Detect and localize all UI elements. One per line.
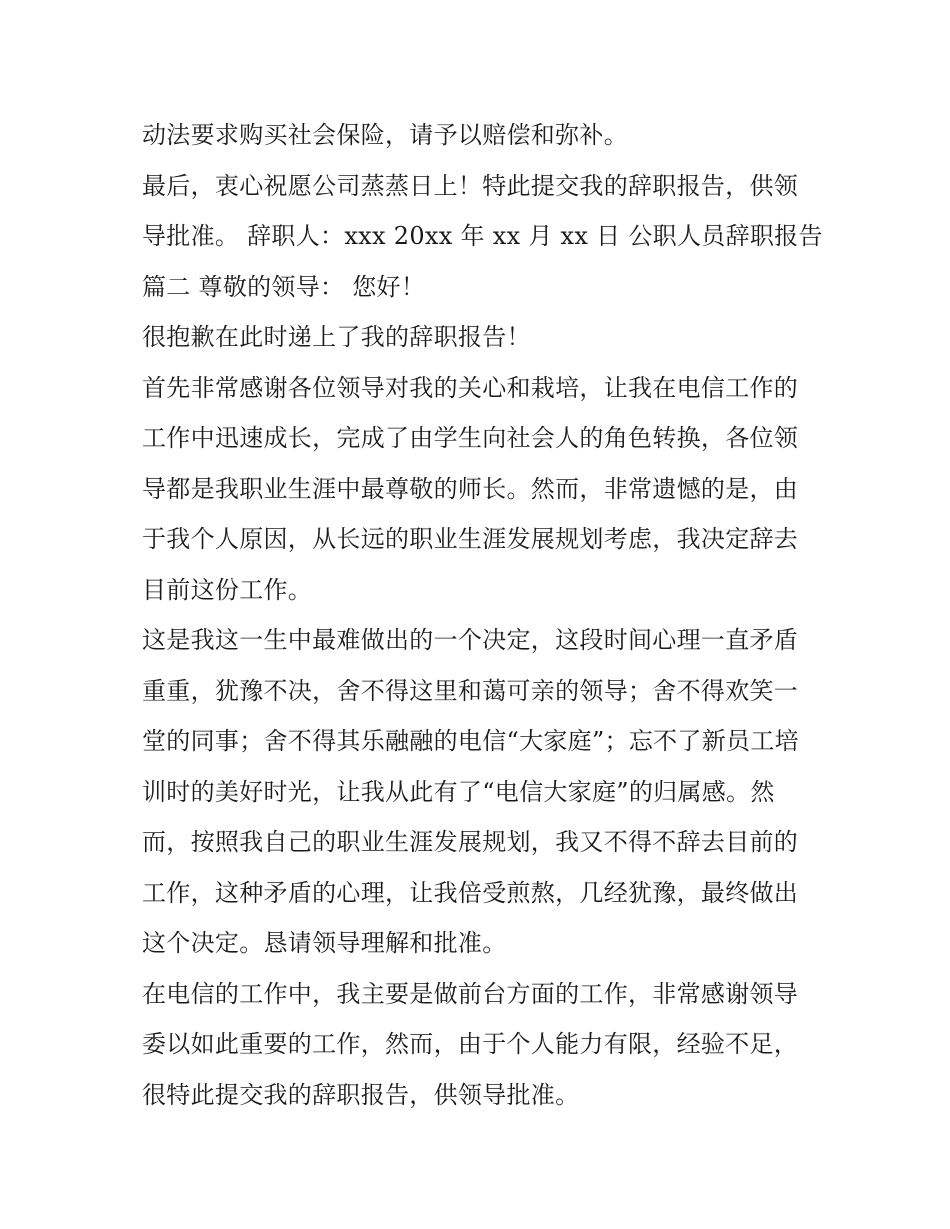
text-line-5: 很抱歉在此时递上了我的辞职报告！: [142, 323, 531, 351]
text-line-19: 委以如此重要的工作，然而，由于个人能力有限，经验不足，: [142, 1030, 799, 1058]
text-line-12: 重重，犹豫不决，舍不得这里和蔼可亲的领导；舍不得欢笑一: [142, 676, 799, 705]
text-line-13: 堂的同事；舍不得其乐融融的电信“大家庭”；忘不了新员工培: [142, 727, 799, 755]
text-line-11: 这是我这一生中最难做出的一个决定，这段时间心理一直矛盾: [142, 626, 799, 654]
text-line-10: 目前这份工作。: [142, 575, 313, 604]
text-line-6: 首先非常感谢各位领导对我的关心和栽培，让我在电信工作的: [142, 373, 799, 402]
document-body: [142, 110, 832, 1120]
text-line-18: 在电信的工作中，我主要是做前台方面的工作，非常感谢领导: [142, 979, 799, 1008]
text-line-4: 篇二 尊敬的领导： 您好！: [142, 272, 426, 301]
text-line-15: 而，按照我自己的职业生涯发展规划，我又不得不辞去目前的: [142, 828, 799, 856]
text-line-8: 导都是我职业生涯中最尊敬的师长。然而，非常遗憾的是，由: [142, 474, 799, 503]
text-line-20: 很特此提交我的辞职报告，供领导批准。: [142, 1080, 580, 1109]
text-line-17: 这个决定。恳请领导理解和批准。: [142, 929, 507, 957]
text-line-1: 动法要求购买社会保险，请予以赔偿和弥补。: [142, 121, 628, 149]
text-line-7: 工作中迅速成长，完成了由学生向社会人的角色转换，各位领: [142, 424, 799, 452]
text-line-14: 训时的美好时光，让我从此有了“电信大家庭”的归属感。然: [142, 777, 775, 806]
text-line-2: 最后，衷心祝愿公司蒸蒸日上！特此提交我的辞职报告，供领: [142, 171, 799, 200]
text-line-16: 工作，这种矛盾的心理，让我倍受煎熬，几经犹豫，最终做出: [142, 878, 799, 907]
text-line-3: 导批准。 辞职人：xxx 20xx 年 xx 月 xx 日 公职人员辞职报告: [142, 222, 823, 250]
text-line-9: 于我个人原因，从长远的职业生涯发展规划考虑，我决定辞去: [142, 525, 799, 553]
